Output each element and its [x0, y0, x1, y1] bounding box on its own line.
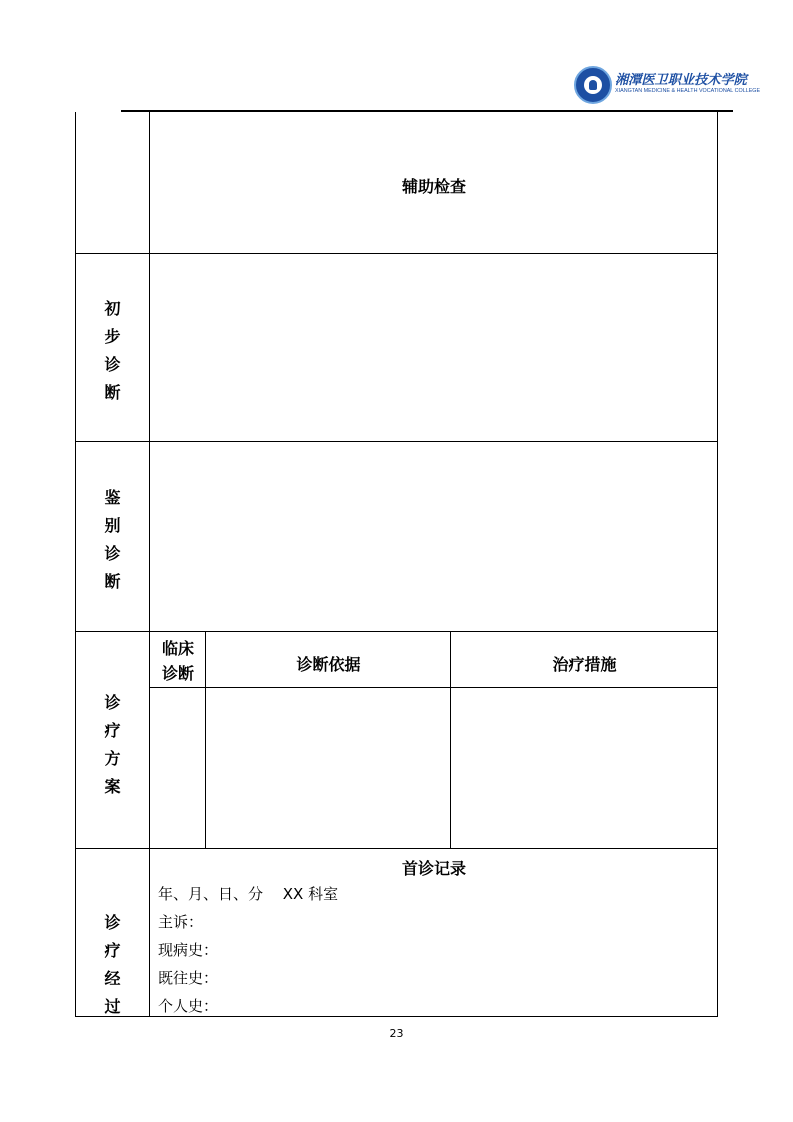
prelim-diagnosis-label: 初 步 诊 断	[104, 299, 121, 402]
chief-complaint-line: 主诉：	[158, 913, 204, 931]
present-illness-line: 现病史：	[158, 941, 219, 959]
clinical-diagnosis-header: 临床 诊断	[161, 639, 194, 683]
diagnosis-basis-header: 诊断依据	[296, 655, 361, 674]
differential-diagnosis-label: 鉴 别 诊 断	[104, 488, 121, 591]
record-datetime-line: 年、月、日、分 XX 科室	[158, 885, 339, 903]
first-visit-record-title: 首诊记录	[401, 859, 466, 878]
college-name-cn: 湘潭医卫职业技术学院	[615, 73, 747, 88]
personal-history-line: 个人史：	[158, 997, 219, 1015]
treatment-course-label: 诊 疗 经 过	[104, 913, 121, 1016]
college-seal-icon	[574, 66, 612, 104]
medical-record-table	[75, 112, 718, 1017]
page-number: 23	[389, 1027, 404, 1040]
college-name-en: XIANGTAN MEDICINE & HEALTH VOCATIONAL COLLEGE	[615, 88, 761, 94]
treatment-measures-header: 治疗措施	[552, 655, 617, 674]
treatment-plan-label: 诊 疗 方 案	[104, 693, 121, 796]
college-logo	[574, 66, 761, 106]
past-history-line: 既往史：	[158, 969, 219, 987]
aux-exam-title: 辅助检查	[401, 177, 466, 196]
